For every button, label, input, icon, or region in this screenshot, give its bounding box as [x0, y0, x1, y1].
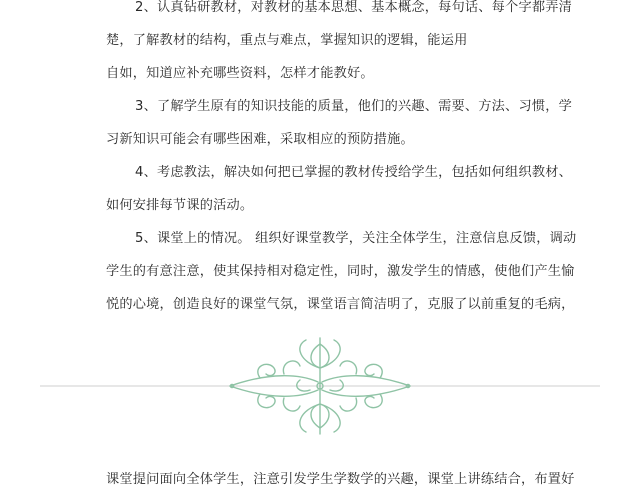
text-line-7: 如何安排每节课的活动。 [106, 198, 254, 213]
text-line-9: 学生的有意注意，使其保持相对稳定性，同时，激发学生的情感，使他们产生愉 [106, 264, 575, 279]
text-line-4: 3、了解学生原有的知识技能的质量，他们的兴趣、需要、方法、习惯，学 [135, 99, 572, 114]
text-line-8: 5、课堂上的情况。 组织好课堂教学，关注全体学生，注意信息反馈，调动 [135, 231, 577, 246]
text-line-11: 课堂提问面向全体学生，注意引发学生学数学的兴趣，课堂上讲练结合，布置好 [106, 472, 575, 487]
text-line-6: 4、考虑教法，解决如何把已掌握的教材传授给学生，包括如何组织教材、 [135, 165, 572, 180]
text-line-3: 自如，知道应补充哪些资料，怎样才能教好。 [106, 66, 374, 81]
text-line-5: 习新知识可能会有哪些困难，采取相应的预防措施。 [106, 132, 414, 147]
ornament-icon [0, 322, 640, 452]
text-line-10: 悦的心境，创造良好的课堂气氛，课堂语言简洁明了，克服了以前重复的毛病， [106, 297, 575, 312]
decorative-scroll-divider [0, 322, 640, 452]
text-line-2: 楚，了解教材的结构，重点与难点，掌握知识的逻辑，能运用 [106, 33, 468, 48]
text-line-1: 2、认真钻研教材，对教材的基本思想、基本概念，每句话、每个字都弄清 [135, 0, 572, 15]
